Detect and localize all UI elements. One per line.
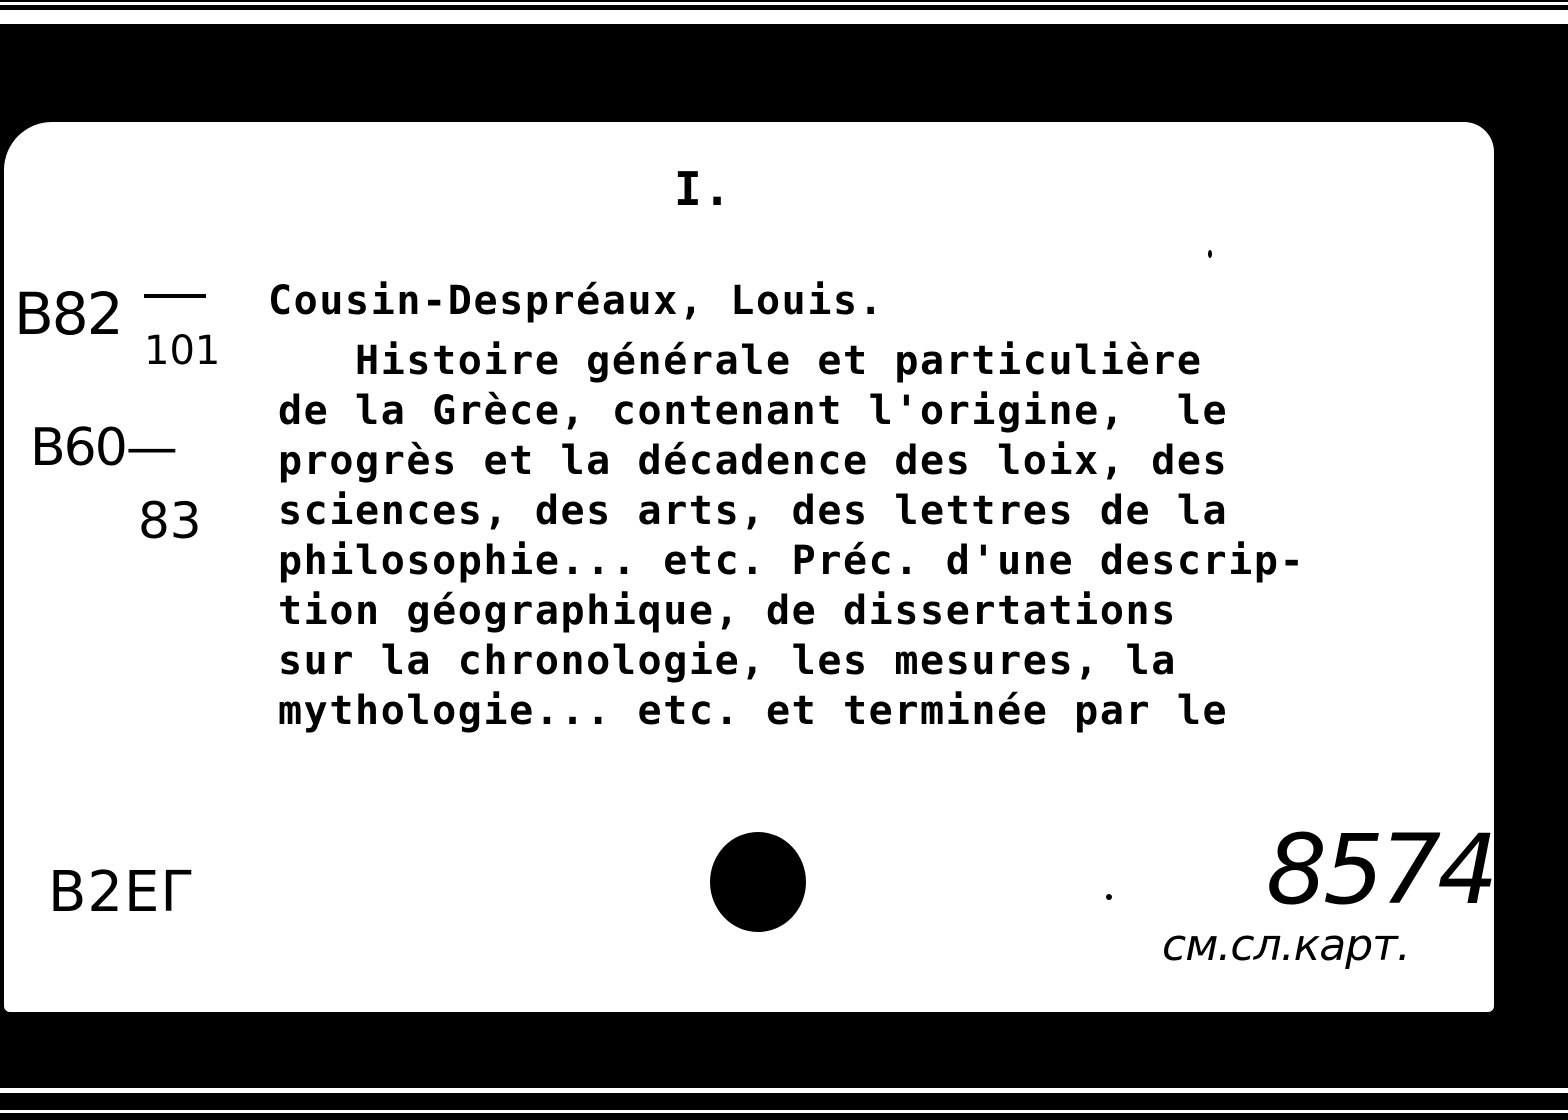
handwritten-code: B2EΓ [48,860,193,925]
sheet-number: I. [674,162,733,216]
description-line: philosophie... etc. Préc. d'une descrip- [278,538,1306,584]
description-line: mythologie... etc. et terminée par le [278,688,1229,734]
punch-hole [710,832,806,932]
inventory-number: 8574 [1266,814,1494,926]
ink-speck [1106,894,1112,900]
bottom-border-band [0,1088,1568,1093]
description-line: tion géographique, de dissertations [278,588,1177,634]
description-line: sur la chronologie, les mesures, la [278,638,1177,684]
title-description [278,336,1305,736]
description-line: sciences, des arts, des lettres de la [278,488,1229,534]
description-line: Histoire générale et particulière [278,338,1203,384]
description-line: progrès et la décadence des loix, des [278,438,1229,484]
ink-speck [1208,250,1212,258]
shelf-mark-2-number: 83 [138,492,202,550]
reference-note: см.сл.карт. [1162,920,1410,971]
description-line: de la Grèce, contenant l'origine, le [278,388,1229,434]
catalog-card [4,122,1494,1012]
bottom-border-line [0,1110,1568,1113]
top-border-line [0,2,1568,5]
shelf-mark-1: B82 [14,280,122,348]
shelf-mark-1-fraction-bar [144,294,206,298]
shelf-mark-1-number: 101 [144,328,221,374]
author-heading: Cousin-Despréaux, Louis. [268,278,885,324]
shelf-mark-2: B60— [30,418,176,478]
top-border-band [0,10,1568,24]
